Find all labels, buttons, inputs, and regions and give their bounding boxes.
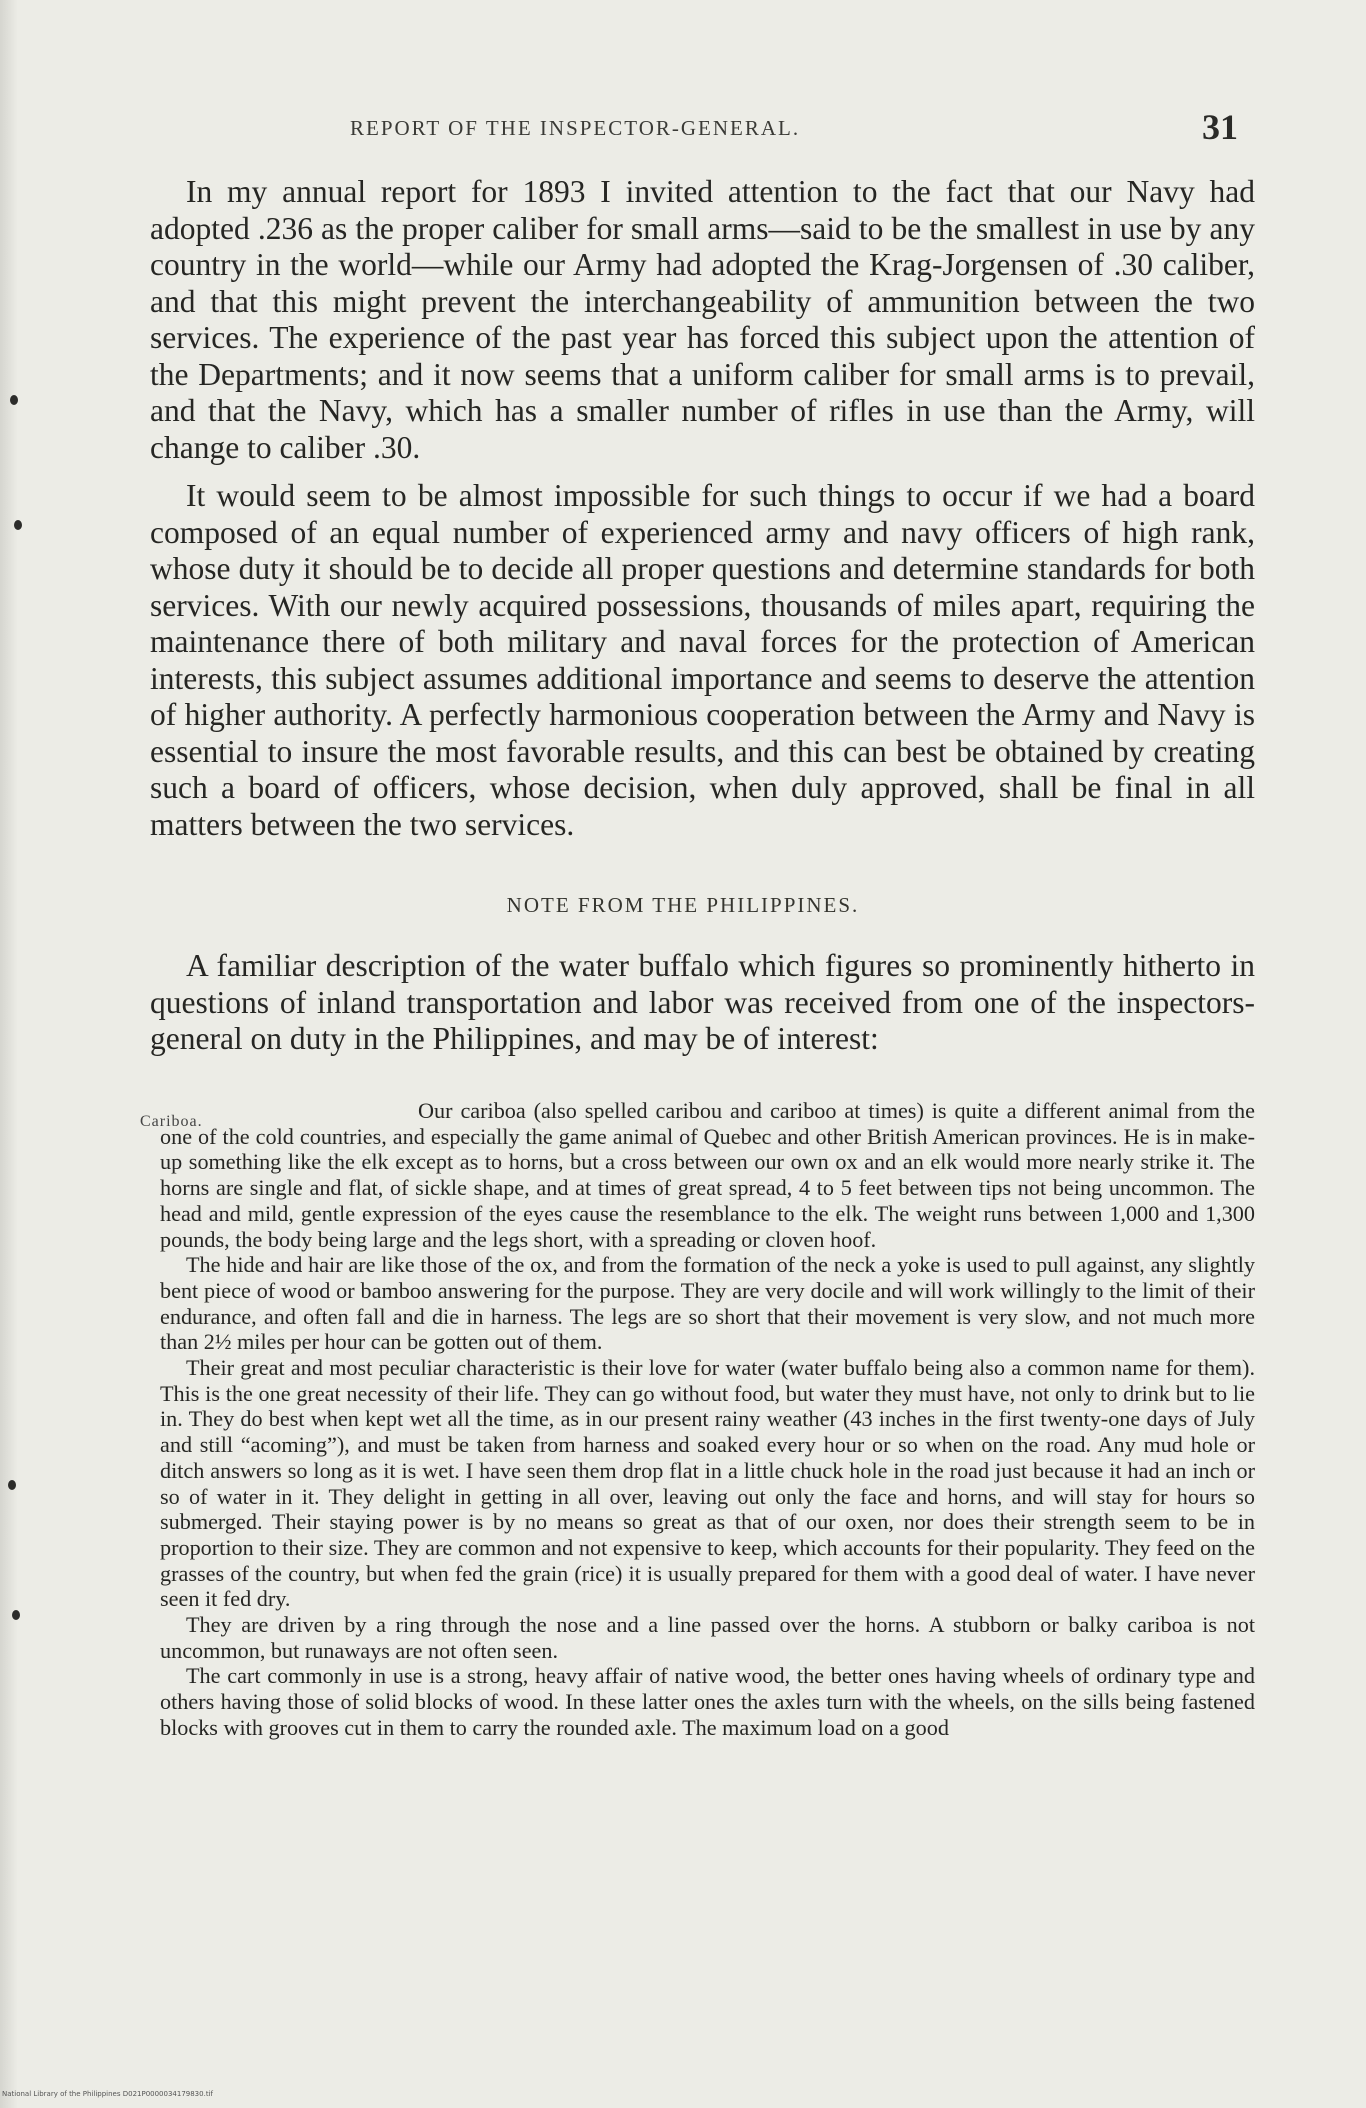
section-intro-paragraph: A familiar description of the water buffalo which figures so prominently hitherto in questions of inland transportation and labor was received from one of the inspectors-general on duty in the Philippines, and may be of interest:: [150, 948, 1255, 1056]
page-number: 31: [1202, 107, 1238, 147]
paragraph-caliber-report: In my annual report for 1893 I invited attention to the fact that our Navy had adopted .236 as the proper caliber for small arms—said to be the smallest in use by any country in the world—while our Army had adopted the Krag-Jorgensen of .30 caliber, and that this might prevent the interchangeability of ammunition between the two services. The experience of the past year has forced this subject upon the attention of the Departments; and it now seems that a uniform caliber for small arms is to prevail, and that the Navy, which has a smaller number of rifles in use than the Army, will change to caliber .30.: [150, 174, 1255, 465]
quote-paragraph-love-of-water: Their great and most peculiar characteristic is their love for water (water buffalo being also a common name for them). This is the one great necessity of their life. They can go without food, but water they must have, not only to drink but to lie in. They do best when kept wet all the time, as in our present rainy weather (43 inches in the first twenty-one days of July and still “acoming”), and must be taken from harness and soaked every hour or so when on the road. Any mud hole or ditch answers so long as it is wet. I have seen them drop flat in a little chuck hole in the road just because it had an inch or so of water in it. They delight in getting in all over, leaving out only the face and horns, and will stay for hours so submerged. Their staying power is by no means so great as that of our oxen, nor does their strength seem to be in proportion to their size. They are common and not expensive to keep, which accounts for their popularity. They feed on the grasses of the country, but when fed the grain (rice) it is usually prepared for them with a good deal of water. I have never seen it fed dry.: [160, 1355, 1255, 1612]
running-head: REPORT OF THE INSPECTOR-GENERAL.: [350, 116, 801, 140]
scan-footer: National Library of the Philippines D021P0000034179830.tif: [2, 2090, 213, 2098]
section-heading: NOTE FROM THE PHILIPPINES.: [506, 893, 860, 917]
page-header: [0, 107, 1366, 152]
scan-edge-shadow: [0, 0, 18, 2108]
quoted-note: [160, 1098, 1255, 1741]
margin-dot: [12, 1610, 20, 1620]
quote-paragraph-driving: They are driven by a ring through the nose and a line passed over the horns. A stubborn or balky cariboa is not uncommon, but runaways are not often seen.: [160, 1612, 1255, 1663]
quote-paragraph-hide-and-hair: The hide and hair are like those of the ox, and from the formation of the neck a yoke is used to pull against, any slightly bent piece of wood or bamboo answering for the purpose. They are very docile and will work willingly to the limit of their endurance, and often fall and die in harness. The legs are so short that their movement is very slow, and not much more than 2½ miles per hour can be gotten out of them.: [160, 1252, 1255, 1355]
sidenote-cariboa: Cariboa.: [140, 1113, 203, 1130]
margin-dot: [8, 1480, 16, 1490]
quote-paragraph-cart: The cart commonly in use is a strong, heavy affair of native wood, the better ones having wheels of ordinary type and others having those of solid blocks of wood. In these latter ones the axles turn with the wheels, on the sills being fastened blocks with grooves cut in them to carry the rounded axle. The maximum load on a good: [160, 1663, 1255, 1740]
paragraph-joint-board: It would seem to be almost impossible for such things to occur if we had a board composed of an equal number of experienced army and navy officers of high rank, whose duty it should be to decide all proper questions and determine standards for both services. With our newly acquired possessions, thousands of miles apart, requiring the maintenance there of both military and naval forces for the protection of American interests, this subject assumes additional importance and seems to deserve the attention of higher authority. A perfectly harmonious cooperation between the Army and Navy is essential to insure the most favorable results, and this can best be obtained by creating such a board of officers, whose decision, when duly approved, shall be final in all matters between the two services.: [150, 478, 1255, 842]
margin-dot: [14, 520, 22, 530]
quote-paragraph-description: Our cariboa (also spelled caribou and cariboo at times) is quite a different animal from the one of the cold countries, and especially the game animal of Quebec and other British American provinces. He is in make-up something like the elk except as to horns, but a cross between our own ox and an elk would more nearly strike it. The horns are single and flat, of sickle shape, and at times of great spread, 4 to 5 feet between tips not being uncommon. The head and mild, gentle expression of the eyes cause the resemblance to the elk. The weight runs between 1,000 and 1,300 pounds, the body being large and the legs short, with a spreading or cloven hoof.: [160, 1098, 1255, 1252]
margin-dot: [10, 395, 18, 405]
